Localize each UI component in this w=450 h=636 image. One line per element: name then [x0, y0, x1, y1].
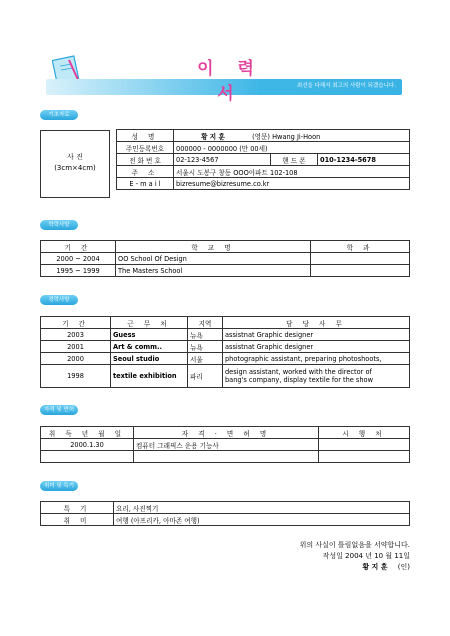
career-duty-line2: bang's company, display textile for the show	[225, 376, 373, 384]
license-header-name: 자 격 · 면 허 명	[134, 427, 319, 439]
table-row	[41, 341, 410, 353]
edu-header-school: 학 교 명	[116, 241, 311, 253]
career-table	[40, 316, 410, 388]
license-issuer	[319, 451, 410, 463]
phone-label: 전 화 번 호	[117, 154, 174, 166]
special-value: 요리, 사진찍기	[114, 502, 410, 514]
career-duty: photographic assistant, preparing photoshoots,	[223, 353, 410, 365]
section-education-label: 학력사항	[40, 220, 78, 230]
career-region: 파리	[188, 365, 223, 388]
career-duty: assistnat Graphic designer	[223, 341, 410, 353]
table-row	[41, 253, 410, 265]
email-label: E - m a i l	[117, 178, 174, 190]
seal-mark: (인)	[397, 563, 410, 571]
career-period: 1998	[41, 365, 111, 388]
photo-size: (3cm×4cm)	[54, 164, 96, 172]
license-date	[41, 451, 134, 463]
career-header-duty: 담 당 사 무	[223, 317, 410, 329]
license-table	[40, 426, 410, 463]
email-value: bizresume@bizresume.co.kr	[174, 178, 410, 190]
section-license-label: 자격 및 면허	[40, 405, 78, 415]
basic-info-table	[116, 129, 410, 190]
license-header-issuer: 시 행 처	[319, 427, 410, 439]
table-row	[41, 353, 410, 365]
license-name: 컴퓨터 그래픽스 운용 기능사	[134, 439, 319, 451]
photo-label: 사 진	[67, 153, 83, 161]
hobby-label: 취 미	[41, 514, 114, 526]
table-row	[41, 265, 410, 277]
phone-value: 02-123-4567	[174, 154, 271, 166]
address-label: 주 소	[117, 166, 174, 178]
rrn-value: 000000 - 0000000 (만 00세)	[174, 142, 410, 154]
edu-period: 1995 ~ 1999	[41, 265, 116, 277]
edu-period: 2000 ~ 2004	[41, 253, 116, 265]
edu-header-major: 학 과	[311, 241, 410, 253]
career-company: Seoul studio	[111, 353, 188, 365]
mobile-value: 010-1234-5678	[318, 154, 410, 166]
special-label: 특 기	[41, 502, 114, 514]
hobby-table	[40, 501, 410, 526]
signature-block	[210, 540, 410, 573]
edu-header-period: 기 간	[41, 241, 116, 253]
license-header-date: 취 득 년 월 일	[41, 427, 134, 439]
license-issuer	[319, 439, 410, 451]
edu-school: OO School Of Design	[116, 253, 311, 265]
section-hobby-label: 취미 및 특기	[40, 481, 78, 491]
license-date: 2000.1.30	[41, 439, 134, 451]
career-period: 2001	[41, 341, 111, 353]
career-duty	[223, 365, 410, 388]
career-company: textile exhibition	[111, 365, 188, 388]
education-table	[40, 240, 410, 277]
name-label: 성 명	[117, 130, 174, 142]
photo-box	[40, 130, 110, 198]
license-name	[134, 451, 319, 463]
career-period: 2000	[41, 353, 111, 365]
mobile-label: 핸 드 폰	[271, 154, 318, 166]
statement: 위의 사실이 틀림없음을 서약합니다.	[299, 541, 410, 549]
section-basic-label: 기초자료	[40, 110, 78, 120]
page-subtitle: 최선을 다해서 최고의 사람이 되겠습니다.	[296, 83, 396, 89]
career-header-region: 지역	[188, 317, 223, 329]
career-duty: assistnat Graphic designer	[223, 329, 410, 341]
career-region: 서울	[188, 353, 223, 365]
career-header-period: 기 간	[41, 317, 111, 329]
table-row	[41, 365, 410, 388]
signer-name: 황 지 훈	[362, 563, 388, 571]
edu-major	[311, 265, 410, 277]
name-value: 황 지 훈	[201, 132, 225, 141]
page-title: 이 력 서	[197, 59, 263, 104]
hobby-value: 여행 (아프리카, 아마존 여행)	[114, 514, 410, 526]
career-period: 2003	[41, 329, 111, 341]
address-value: 서울시 도봉구 창동 OOO아파트 102-108	[174, 166, 410, 178]
rrn-label: 주민등록번호	[117, 142, 174, 154]
career-company: Art & comm..	[111, 341, 188, 353]
edu-major	[311, 253, 410, 265]
career-region: 뉴욕	[188, 329, 223, 341]
table-row	[41, 329, 410, 341]
table-row	[41, 439, 410, 451]
career-company: Guess	[111, 329, 188, 341]
written-date: 작성일 2004 년 10 월 11일	[322, 552, 410, 560]
career-region: 뉴욕	[188, 341, 223, 353]
table-row	[41, 451, 410, 463]
section-career-label: 경력사항	[40, 295, 78, 305]
edu-school: The Masters School	[116, 265, 311, 277]
english-name: (영문) Hwang Ji-Hoon	[252, 132, 321, 141]
career-duty-line1: design assistant, worked with the director of	[225, 368, 372, 376]
career-header-company: 근 무 처	[111, 317, 188, 329]
